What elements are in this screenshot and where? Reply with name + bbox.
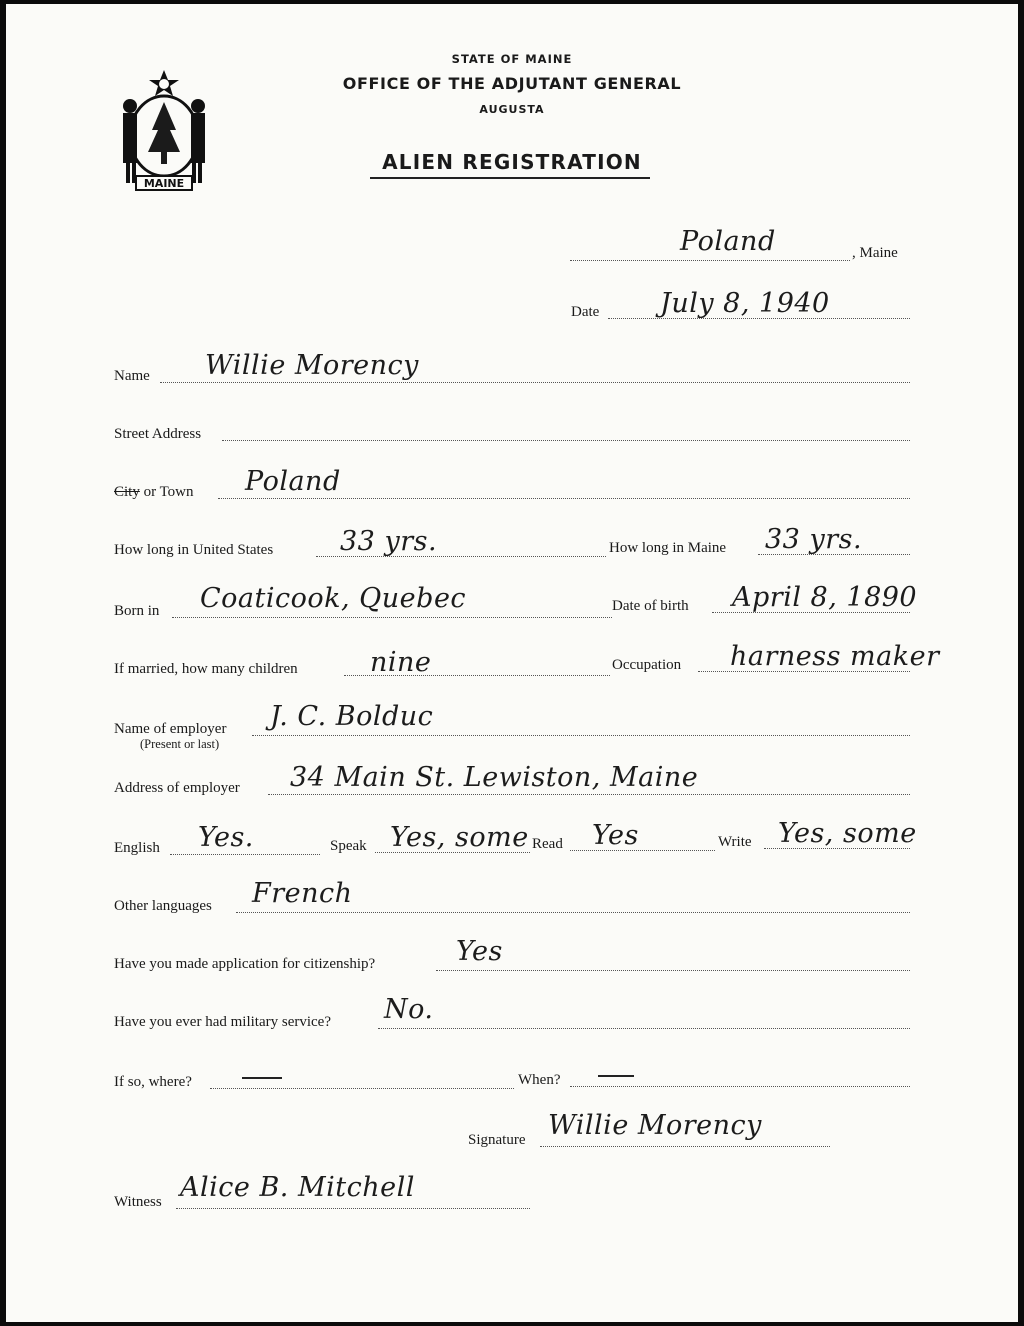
citizenship-label: Have you made application for citizenship? <box>114 956 376 972</box>
title-underline <box>370 177 650 179</box>
state-heading: STATE OF MAINE <box>451 52 573 66</box>
or-town-label: or Town <box>139 484 194 500</box>
years-maine-label: How long in Maine <box>609 540 727 556</box>
dob-label: Date of birth <box>612 598 689 614</box>
read-entry: Yes <box>592 820 639 851</box>
date-label: Date <box>571 304 600 320</box>
city-heading: AUGUSTA <box>479 103 545 116</box>
name-entry: Willie Morency <box>205 350 419 381</box>
children-label: If married, how many children <box>114 661 298 677</box>
employer-address-label: Address of employer <box>114 780 240 796</box>
city-town-label <box>114 484 194 501</box>
date-entry: July 8, 1940 <box>660 288 830 319</box>
town-line <box>218 498 910 499</box>
when-line <box>570 1086 910 1087</box>
years-us-entry: 33 yrs. <box>340 526 438 557</box>
scan-border-left <box>0 0 6 1326</box>
when-label: When? <box>518 1072 561 1088</box>
military-line <box>378 1028 910 1029</box>
where-line <box>210 1088 514 1089</box>
occupation-entry: harness maker <box>730 641 940 672</box>
signature-entry: Willie Morency <box>548 1110 762 1141</box>
occupation-label: Occupation <box>612 657 682 673</box>
scan-border-right <box>1018 0 1024 1326</box>
other-languages-line <box>236 912 910 913</box>
town-top-line <box>570 260 850 261</box>
other-languages-label: Other languages <box>114 898 212 914</box>
witness-label: Witness <box>114 1194 162 1210</box>
signature-label: Signature <box>468 1132 526 1148</box>
street-label: Street Address <box>114 426 202 442</box>
speak-entry: Yes, some <box>390 822 529 853</box>
form-title: ALIEN REGISTRATION <box>382 150 642 174</box>
employer-label: Name of employer <box>114 721 227 737</box>
signature-line <box>540 1146 830 1147</box>
where-label: If so, where? <box>114 1074 192 1090</box>
street-line <box>222 440 910 441</box>
read-label: Read <box>532 836 563 852</box>
name-line <box>160 382 910 383</box>
office-heading: OFFICE OF THE ADJUTANT GENERAL <box>342 74 682 93</box>
citizenship-entry: Yes <box>456 936 503 967</box>
scan-border-top <box>0 0 1024 4</box>
scan-border-bottom <box>0 1322 1024 1326</box>
present-or-last-note: (Present or last) <box>140 737 220 751</box>
years-us-label: How long in United States <box>114 542 274 558</box>
employer-address-entry: 34 Main St. Lewiston, Maine <box>290 762 699 793</box>
employer-address-line <box>268 794 910 795</box>
military-entry: No. <box>384 994 434 1025</box>
speak-label: Speak <box>330 838 367 854</box>
english-line <box>170 854 320 855</box>
maine-suffix: , Maine <box>852 245 898 261</box>
city-struck-label: City <box>114 484 140 500</box>
when-dash-mark <box>598 1075 634 1077</box>
town-top-entry: Poland <box>680 226 776 257</box>
english-label: English <box>114 840 160 856</box>
write-entry: Yes, some <box>778 818 917 849</box>
employer-entry: J. C. Bolduc <box>270 701 434 732</box>
other-languages-entry: French <box>252 878 353 909</box>
born-in-label: Born in <box>114 603 160 619</box>
witness-line <box>176 1208 530 1209</box>
children-entry: nine <box>370 647 432 678</box>
employer-line <box>252 735 910 736</box>
born-in-line <box>172 617 612 618</box>
write-label: Write <box>718 834 752 850</box>
witness-entry: Alice B. Mitchell <box>180 1172 415 1203</box>
born-in-entry: Coaticook, Quebec <box>200 583 467 614</box>
years-maine-entry: 33 yrs. <box>765 524 863 555</box>
town-entry: Poland <box>245 466 341 497</box>
name-label: Name <box>114 368 150 384</box>
seal-motto-text: MAINE <box>143 177 185 190</box>
military-label: Have you ever had military service? <box>114 1014 331 1030</box>
where-dash-mark <box>242 1077 282 1079</box>
citizenship-line <box>436 970 910 971</box>
english-entry: Yes. <box>198 822 254 853</box>
dob-entry: April 8, 1890 <box>732 582 918 613</box>
